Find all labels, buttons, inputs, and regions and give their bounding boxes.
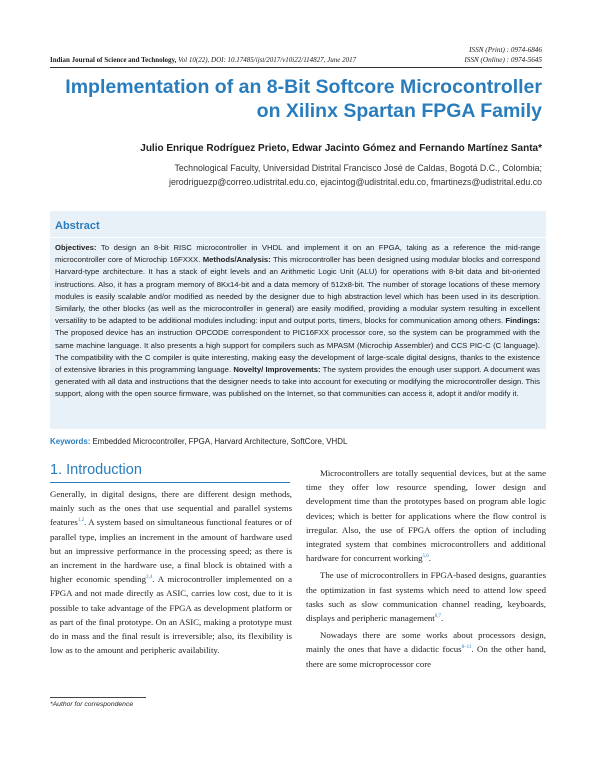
text-run: . On the other hand, there are some microprocessor core — [306, 644, 547, 669]
keywords — [50, 437, 546, 446]
title-line-2: on Xilinx Spartan FPGA Family — [256, 100, 542, 122]
text-run: Generally, in digital designs, there are different design methods, mainly such as the ones that use sequential and parallel systems features — [50, 489, 292, 528]
text-run: . A system based on simultaneous functional features or of parallel type, implies an increment in the amount of hardware used but an impressive performance in the processing speed; as there is an increment in the hardware use, a final block is obtained with a higher economic spending — [50, 517, 292, 585]
objectives-label: Objectives: — [55, 243, 97, 252]
authors: Julio Enrique Rodríguez Prieto, Edwar Jacinto Gómez and Fernando Martínez Santa* — [140, 143, 542, 154]
affiliation — [50, 161, 542, 189]
novelty-text: The system provides the enough user support. A document was generated with all data and instructions that the designer needs to take into account for executing or modifying the microcontroller design. This support, along with the open source firmware, was published on the Internet, so that communities can access it, adopt it and/or modify it. — [55, 365, 541, 399]
keywords-label: Keywords: — [50, 437, 91, 446]
citation-ref[interactable]: 3,4 — [145, 575, 153, 581]
intro-paragraph-4 — [306, 628, 546, 671]
intro-paragraph-3 — [306, 568, 546, 625]
affiliation-emails: jerodriguezp@correo.udistrital.edu.co, ejacintog@udistrital.edu.co, fmartinezs@udistrital.edu.co — [169, 177, 542, 187]
abstract-heading: Abstract — [55, 220, 100, 232]
section-divider — [50, 482, 290, 483]
citation-ref[interactable]: 6,7 — [434, 614, 441, 620]
keywords-text: Embedded Microcontroller, FPGA, Harvard Architecture, SoftCore, VHDL — [92, 437, 348, 446]
text-run: Microcontrollers are totally sequential devices, but at the same time they offer low resource spending, lower design and development time than the prototypes based on program able logic devices; which is better for applications where the flow control is irregular. Also, the use of FPGA offers the option of including integrated system that combines microcontrollers and additional hardware for concurrent working — [306, 468, 546, 564]
header-divider — [50, 67, 542, 68]
text-run: . — [428, 553, 431, 564]
intro-paragraph-1 — [50, 487, 292, 657]
issn-block — [372, 46, 542, 65]
section-heading-introduction: 1. Introduction — [50, 462, 142, 478]
journal-name: Indian Journal of Science and Technology, — [50, 56, 177, 64]
journal-header — [50, 56, 410, 65]
citation-ref[interactable]: 1,2 — [77, 518, 85, 524]
journal-details: Vol 10(22), DOI: 10.17485/ijst/2017/v10i22/114827, June 2017 — [178, 56, 357, 64]
affiliation-institution: Technological Faculty, Universidad Distrital Francisco José de Caldas, Bogotá D.C., Colombia; — [174, 163, 542, 173]
abstract-box — [50, 211, 546, 429]
left-column — [50, 487, 292, 657]
objectives-text: To design an 8-bit RISC microcontroller in VHDL and implement it on an FPGA, taking as a reference the mid-range microcontroller core of Microchip 16FXXX. — [55, 243, 540, 265]
title-line-1: Implementation of an 8-Bit Softcore Microcontroller — [65, 76, 542, 98]
intro-paragraph-2 — [306, 466, 546, 565]
text-run: . — [440, 613, 444, 624]
citation-ref[interactable]: 8–11 — [461, 645, 472, 651]
methods-text: This microcontroller has been designed using modular blocks and correspond Harvard-type architecture. It has a stack of eight levels and an Arithmetic Logic Unit (ALU) for operations with 8-bit data and bit-oriented instructions. Also, it has a program memory of 8Kx14-bit and a data memory of 512x8-bit. The number of storage locations of these memory modules is easily scalable and/or modified as needed by the designer due to high abstraction level which has been used in its description. Similarly, the other blocks (as well as the microcontroller in general) are easily modified, providing a modular system resulting in excellent versatility to be adapted to be additional modules including: input and output ports, timers, blocks for communication among others. — [55, 255, 540, 326]
right-column — [306, 466, 546, 671]
methods-label: Methods/Analysis: — [202, 255, 271, 265]
issn-online: ISSN (Online) : 0974-5645 — [464, 55, 542, 64]
text-run: The use of microcontrollers in FPGA-based designs, guaranties the optimization in fast systems which need to attend low speed tasks such as slow communication channel reading, keyboards, displays and peripheric management — [306, 570, 546, 624]
findings-text: The proposed device has an instruction OPCODE correspondent to PIC16FXX processor core, so the system can be programmed with the same machine language. It also presents a high support for compilers such as MPASM (Microchip Assembler) and CCS PIC-C (C language). The compatibility with the C compiler is quite interesting, making easy the development of large-scale digital designs, thanks to the existence of extensive libraries in this programming language. — [55, 328, 540, 375]
abstract-divider — [50, 237, 546, 238]
abstract-body — [55, 242, 540, 401]
novelty-label: Novelty/ Improvements: — [233, 365, 321, 375]
text-run: . A microcontroller implemented on a FPGA and not made directly as ASIC, carries low cost, due to it is possible to take advantage of the FPGA as development platform or as part of the final prototype. On an ASIC, making a prototype must do in mass and the final result is irreversible; also, its flexibility is low as to the amount and peripheric availability. — [50, 574, 292, 656]
paper-title — [50, 75, 542, 123]
citation-ref[interactable]: 5,6 — [422, 554, 429, 560]
issn-print: ISSN (Print) : 0974-6846 — [469, 46, 542, 54]
footnote: *Author for correspondence — [50, 701, 134, 708]
findings-label: Findings: — [505, 316, 540, 326]
footnote-divider — [50, 697, 146, 698]
text-run: Nowadays there are some works about processors design, mainly the ones that have a didactic focus — [306, 630, 546, 655]
